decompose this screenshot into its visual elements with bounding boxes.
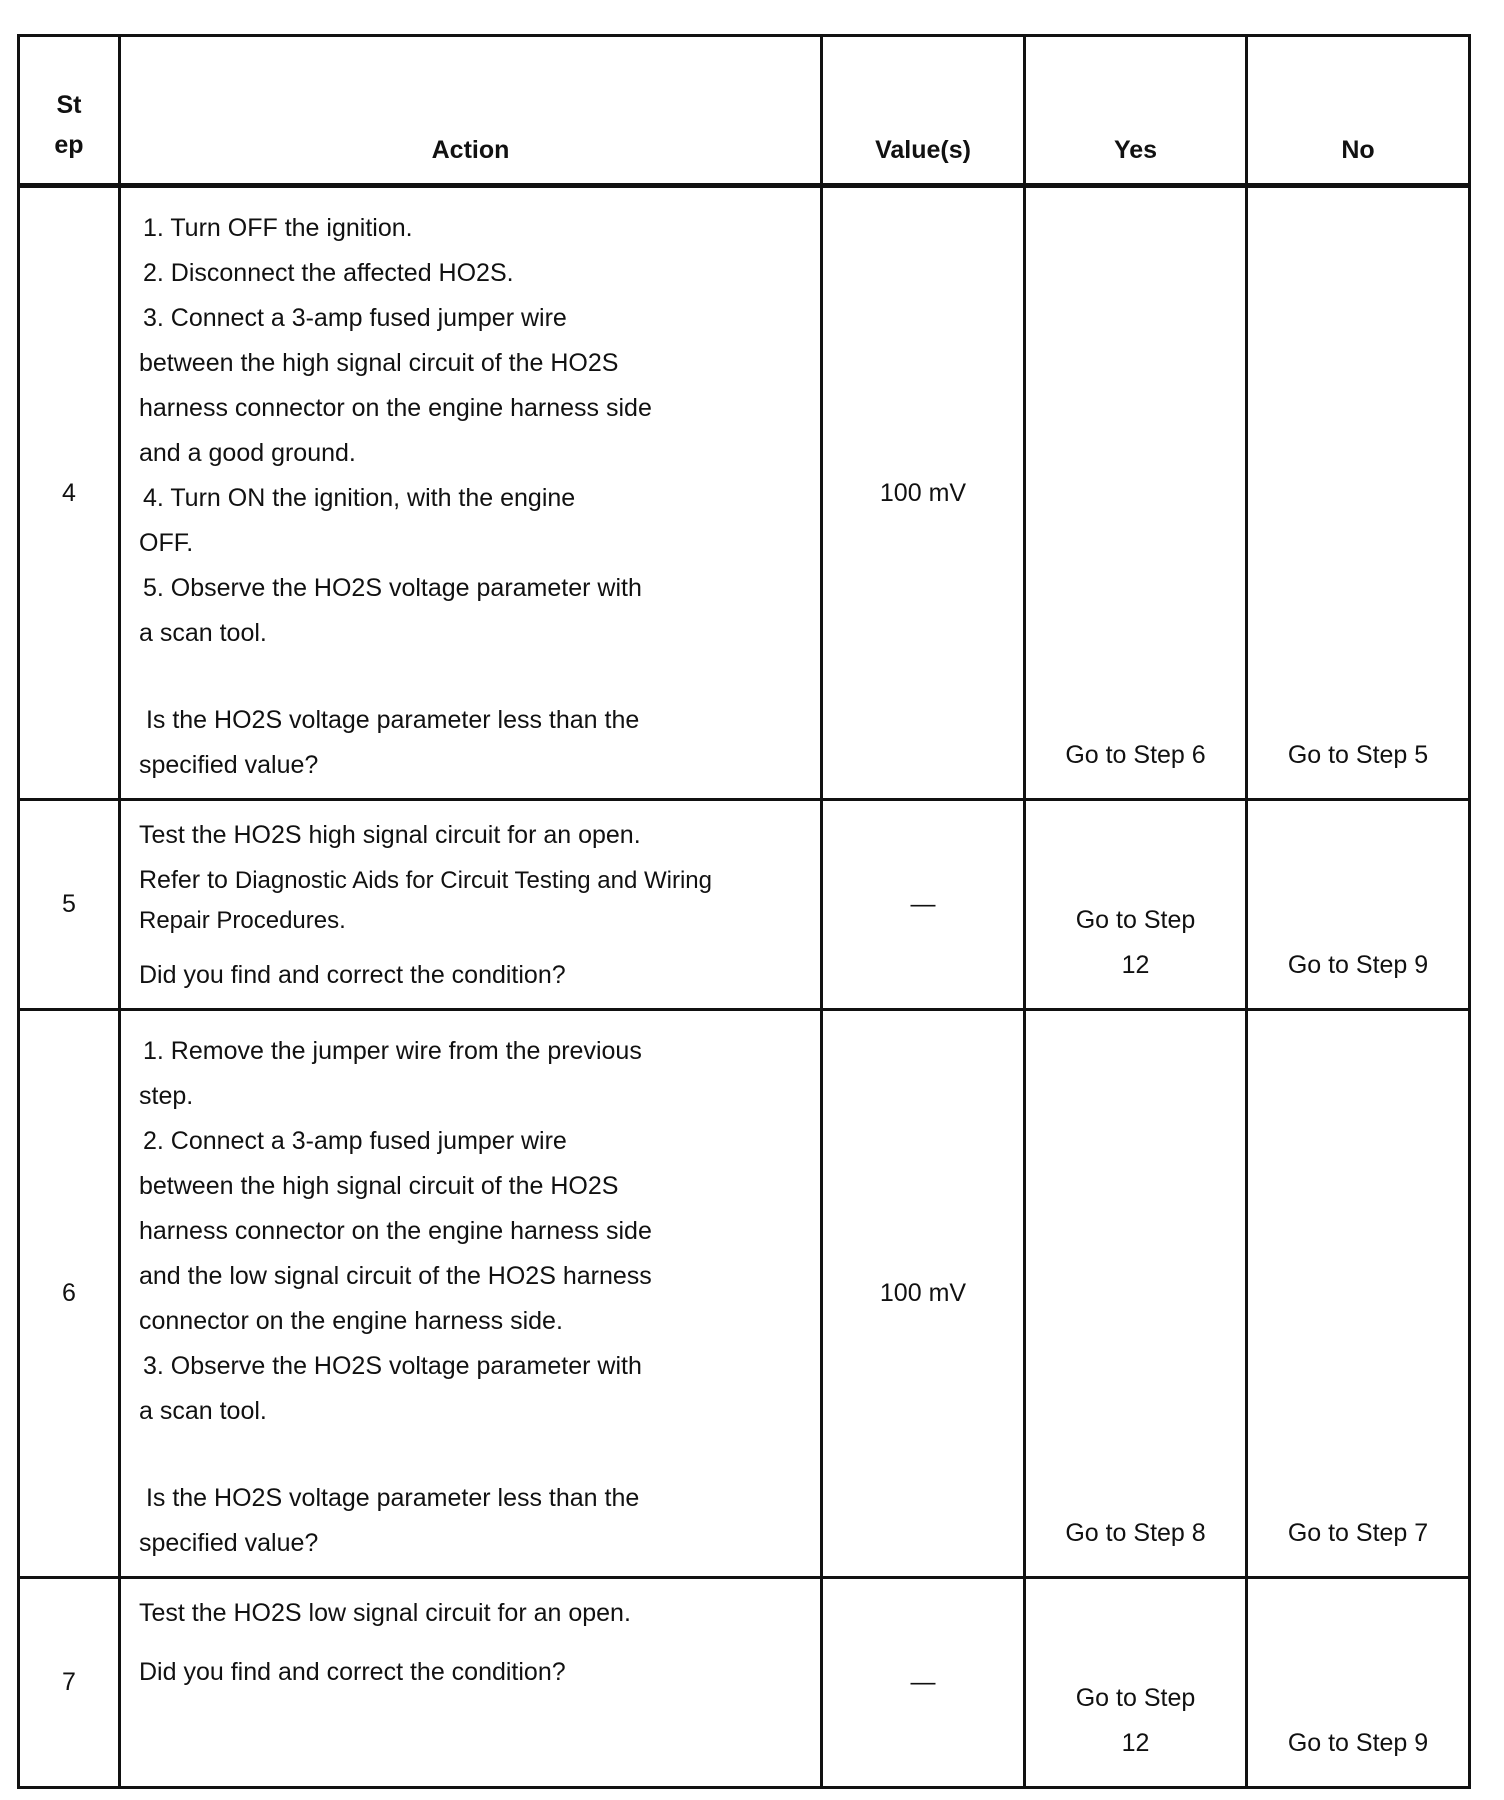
header-action: Action bbox=[120, 36, 822, 186]
action-cell bbox=[120, 186, 822, 800]
action-line: and a good ground. bbox=[139, 439, 356, 467]
header-step-line1: St bbox=[56, 91, 82, 119]
header-yes: Yes bbox=[1025, 36, 1247, 186]
header-step-line2: ep bbox=[54, 131, 84, 159]
header-no: No bbox=[1247, 36, 1470, 186]
action-line: OFF. bbox=[139, 529, 194, 557]
action-line: 2. Connect a 3-amp fused jumper wire bbox=[143, 1127, 567, 1155]
yes-result bbox=[1025, 1578, 1247, 1788]
value-cell: — bbox=[822, 1578, 1025, 1788]
step-number: 6 bbox=[19, 1010, 120, 1578]
no-result: Go to Step 9 bbox=[1247, 1578, 1470, 1788]
step-number: 4 bbox=[19, 186, 120, 800]
action-line: harness connector on the engine harness side bbox=[139, 1217, 652, 1245]
yes-result-line1: Go to Step bbox=[1075, 1684, 1196, 1712]
header-step bbox=[19, 36, 120, 186]
action-line: 1. Remove the jumper wire from the previous bbox=[143, 1037, 642, 1065]
action-line: a scan tool. bbox=[139, 1397, 267, 1425]
step-number: 5 bbox=[19, 800, 120, 1010]
no-result: Go to Step 9 bbox=[1247, 800, 1470, 1010]
action-cell bbox=[120, 1578, 822, 1788]
value-cell: — bbox=[822, 800, 1025, 1010]
yes-result-line1: Go to Step bbox=[1075, 906, 1196, 934]
action-line: a scan tool. bbox=[139, 619, 267, 647]
action-question: Did you find and correct the condition? bbox=[139, 1658, 566, 1686]
action-line: step. bbox=[139, 1082, 194, 1110]
table-header-row bbox=[19, 36, 1470, 186]
action-line: 1. Turn OFF the ignition. bbox=[143, 214, 413, 242]
no-result: Go to Step 7 bbox=[1247, 1010, 1470, 1578]
action-cell bbox=[120, 1010, 822, 1578]
action-question: Is the HO2S voltage parameter less than the bbox=[139, 706, 640, 734]
step-number: 7 bbox=[19, 1578, 120, 1788]
action-question: specified value? bbox=[139, 751, 319, 779]
refer-prefix: Refer to bbox=[139, 866, 235, 894]
value-cell: 100 mV bbox=[822, 1010, 1025, 1578]
action-line: 4. Turn ON the ignition, with the engine bbox=[143, 484, 576, 512]
yes-result bbox=[1025, 800, 1247, 1010]
yes-result: Go to Step 8 bbox=[1025, 1010, 1247, 1578]
reference-link-text: Repair Procedures. bbox=[139, 907, 346, 934]
table-row bbox=[19, 186, 1470, 800]
header-values: Value(s) bbox=[822, 36, 1025, 186]
table-row bbox=[19, 800, 1470, 1010]
diagnostic-table bbox=[17, 34, 1471, 1789]
action-line: between the high signal circuit of the HO2S bbox=[139, 349, 619, 377]
action-line: 3. Observe the HO2S voltage parameter with bbox=[143, 1352, 642, 1380]
action-line: between the high signal circuit of the HO2S bbox=[139, 1172, 619, 1200]
yes-result-line2: 12 bbox=[1121, 1729, 1150, 1757]
action-line: 3. Connect a 3-amp fused jumper wire bbox=[143, 304, 567, 332]
action-line: 2. Disconnect the affected HO2S. bbox=[143, 259, 514, 287]
action-line: connector on the engine harness side. bbox=[139, 1307, 563, 1335]
table-row bbox=[19, 1010, 1470, 1578]
action-line: Test the HO2S low signal circuit for an open. bbox=[139, 1599, 631, 1627]
action-line: and the low signal circuit of the HO2S harness bbox=[139, 1262, 652, 1290]
action-line bbox=[139, 858, 802, 903]
action-line: harness connector on the engine harness side bbox=[139, 394, 652, 422]
action-question: Is the HO2S voltage parameter less than the bbox=[139, 1484, 640, 1512]
no-result: Go to Step 5 bbox=[1247, 186, 1470, 800]
yes-result: Go to Step 6 bbox=[1025, 186, 1247, 800]
action-question: Did you find and correct the condition? bbox=[139, 961, 566, 989]
yes-result-line2: 12 bbox=[1121, 951, 1150, 979]
value-cell: 100 mV bbox=[822, 186, 1025, 800]
reference-link-text: Diagnostic Aids for Circuit Testing and Wiring bbox=[234, 867, 712, 894]
action-line: 5. Observe the HO2S voltage parameter with bbox=[143, 574, 642, 602]
action-cell bbox=[120, 800, 822, 1010]
action-question: specified value? bbox=[139, 1529, 319, 1557]
action-line: Test the HO2S high signal circuit for an open. bbox=[139, 821, 641, 849]
table-row bbox=[19, 1578, 1470, 1788]
